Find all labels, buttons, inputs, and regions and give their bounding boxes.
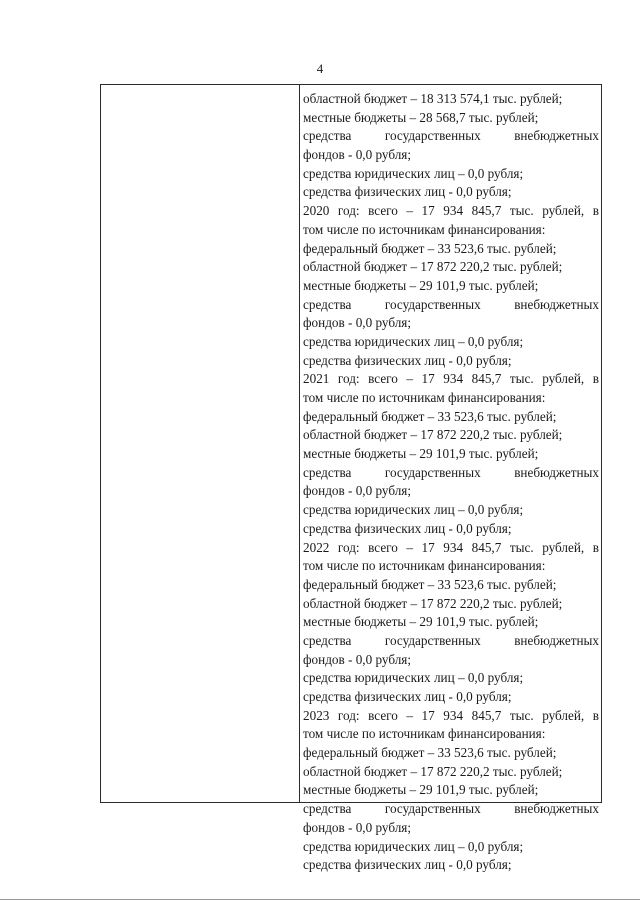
text-line: средства физических лиц - 0,0 рубля; [303, 184, 512, 200]
text-line: федеральный бюджет – 33 523,6 тыс. рублей; [303, 745, 557, 761]
table-left-cell [101, 85, 299, 802]
text-line: фондов - 0,0 рубля; [303, 819, 412, 835]
text-line: 2022 год: всего – 17 934 845,7 тыс. рублей, в [303, 539, 599, 555]
text-line: федеральный бюджет – 33 523,6 тыс. рублей; [303, 240, 557, 256]
text-line: средства юридических лиц – 0,0 рубля; [303, 333, 524, 349]
text-line: средства государственных внебюджетных [303, 296, 599, 312]
text-line: средства государственных внебюджетных [303, 128, 599, 144]
text-line: средства физических лиц - 0,0 рубля; [303, 352, 512, 368]
text-line: фондов - 0,0 рубля; [303, 147, 412, 163]
text-line: фондов - 0,0 рубля; [303, 651, 412, 667]
text-line: местные бюджеты – 28 568,7 тыс. рублей; [303, 109, 539, 125]
bottom-rule [0, 899, 640, 900]
text-line: том числе по источникам финансирования: [303, 558, 546, 574]
text-line: том числе по источникам финансирования: [303, 221, 546, 237]
text-line: областной бюджет – 18 313 574,1 тыс. рублей; [303, 91, 563, 106]
text-line: средства государственных внебюджетных [303, 464, 599, 480]
text-line: средства юридических лиц – 0,0 рубля; [303, 502, 524, 518]
text-line: областной бюджет – 17 872 220,2 тыс. рублей; [303, 595, 563, 611]
text-line: областной бюджет – 17 872 220,2 тыс. рублей; [303, 763, 563, 779]
text-line: местные бюджеты – 29 101,9 тыс. рублей; [303, 446, 539, 462]
text-line: средства юридических лиц – 0,0 рубля; [303, 165, 524, 181]
text-line: областной бюджет – 17 872 220,2 тыс. рублей; [303, 259, 563, 275]
text-line: федеральный бюджет – 33 523,6 тыс. рублей; [303, 408, 557, 424]
text-line: фондов - 0,0 рубля; [303, 483, 412, 499]
page-number: 4 [316, 61, 324, 76]
text-line: средства юридических лиц – 0,0 рубля; [303, 838, 524, 854]
text-line: средства юридических лиц – 0,0 рубля; [303, 670, 524, 686]
text-line: фондов - 0,0 рубля; [303, 315, 412, 331]
text-line: средства государственных внебюджетных [303, 801, 599, 817]
funding-table [100, 84, 602, 873]
funding-text-cell [303, 90, 599, 875]
text-line: средства физических лиц - 0,0 рубля; [303, 520, 512, 536]
text-line: средства физических лиц - 0,0 рубля; [303, 689, 512, 704]
text-line: средства физических лиц - 0,0 рубля; [303, 857, 512, 873]
text-line: 2023 год: всего – 17 934 845,7 тыс. рублей, в [303, 707, 599, 723]
text-line: местные бюджеты – 29 101,9 тыс. рублей; [303, 614, 539, 630]
text-line: местные бюджеты – 29 101,9 тыс. рублей; [303, 782, 539, 798]
text-line: том числе по источникам финансирования: [303, 726, 546, 742]
text-line: федеральный бюджет – 33 523,6 тыс. рублей; [303, 576, 557, 592]
text-line: 2021 год: всего – 17 934 845,7 тыс. рублей, в [303, 371, 599, 387]
text-line: средства государственных внебюджетных [303, 632, 599, 648]
text-line: областной бюджет – 17 872 220,2 тыс. рублей; [303, 427, 563, 443]
text-line: местные бюджеты – 29 101,9 тыс. рублей; [303, 277, 539, 293]
text-line: 2020 год: всего – 17 934 845,7 тыс. рублей, в [303, 203, 599, 219]
column-divider [299, 85, 300, 802]
text-line: том числе по источникам финансирования: [303, 390, 546, 405]
